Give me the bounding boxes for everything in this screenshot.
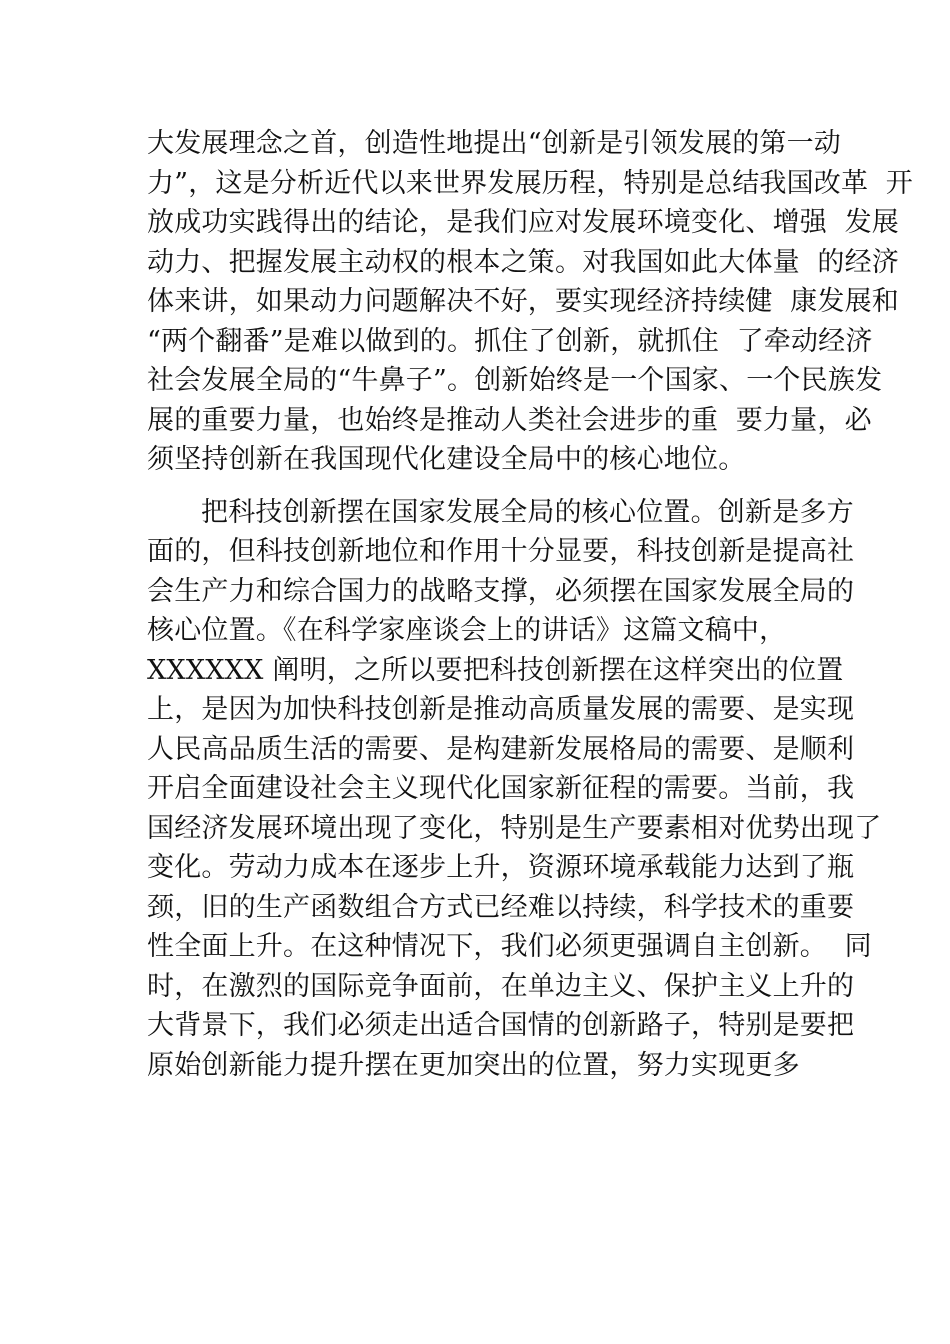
paragraph-2-first-line: 把科技创新摆在国家发展全局的核心位置。创新是多方: [201, 496, 854, 528]
paragraph-2-line: 颈，旧的生产函数组合方式已经难以持续，科学技术的重要: [147, 891, 855, 923]
paragraph-2-line: 核心位置。《在科学家座谈会上的讲话》这篇文稿中，: [147, 615, 787, 646]
body-text: [147, 124, 913, 1085]
paragraph-2-line: 时，在激烈的国际竞争面前，在单边主义、保护主义上升的: [147, 970, 855, 1002]
paragraph-2-line: 上，是因为加快科技创新是推动高质量发展的需要、是实现: [147, 694, 855, 725]
paragraph-2: [147, 493, 882, 1086]
paragraph-2-line: XXXXXX 阐明，之所以要把科技创新摆在这样突出的位置: [147, 654, 844, 686]
paragraph-2-line: 会生产力和综合国力的战略支撑，必须摆在国家发展全局的: [147, 575, 855, 607]
paragraph-gap: [147, 480, 847, 493]
paragraph-1-line: 放成功实践得出的结论，是我们应对发展环境变化、增强 发展: [147, 207, 899, 238]
paragraph-1-line: 力”，这是分析近代以来世界发展历程，特别是总结我国改革 开: [147, 167, 913, 199]
paragraph-1-line: 大发展理念之首，创造性地提出“创新是引领发展的第一动: [147, 128, 842, 159]
paragraph-1-line: 须坚持创新在我国现代化建设全局中的核心地位。: [147, 444, 746, 475]
paragraph-1-line: “两个翻番”是难以做到的。抓住了创新，就抓住 了牵动经济: [147, 325, 873, 357]
paragraph-1-line: 动力、把握发展主动权的根本之策。对我国如此大体量 的经济: [147, 246, 899, 278]
paragraph-1-line: 体来讲，如果动力问题解决不好，要实现经济持续健 康发展和: [147, 286, 899, 317]
paragraph-2-line: 国经济发展环境出现了变化，特别是生产要素相对优势出现了: [147, 812, 882, 844]
paragraph-2-line: 变化。劳动力成本在逐步上升，资源环境承载能力达到了瓶: [147, 852, 855, 883]
paragraph-2-line: 开启全面建设社会主义现代化国家新征程的需要。当前，我: [147, 773, 855, 804]
paragraph-2-line: 性全面上升。在这种情况下，我们必须更强调自主创新。 同: [147, 931, 872, 962]
paragraph-2-line: 人民高品质生活的需要、是构建新发展格局的需要、是顺利: [147, 733, 855, 765]
paragraph-2-line: 面的，但科技创新地位和作用十分显要，科技创新是提高社: [147, 536, 855, 567]
paragraph-1-line: 展的重要力量，也始终是推动人类社会进步的重 要力量，必: [147, 404, 872, 436]
paragraph-2-line: 大背景下，我们必须走出适合国情的创新路子，特别是要把: [147, 1010, 855, 1041]
paragraph-2-line: 原始创新能力提升摆在更加突出的位置，努力实现更多: [147, 1049, 800, 1081]
paragraph-1: [147, 124, 913, 480]
paragraph-1-line: 社会发展全局的“牛鼻子”。创新始终是一个国家、一个民族发: [147, 365, 883, 396]
